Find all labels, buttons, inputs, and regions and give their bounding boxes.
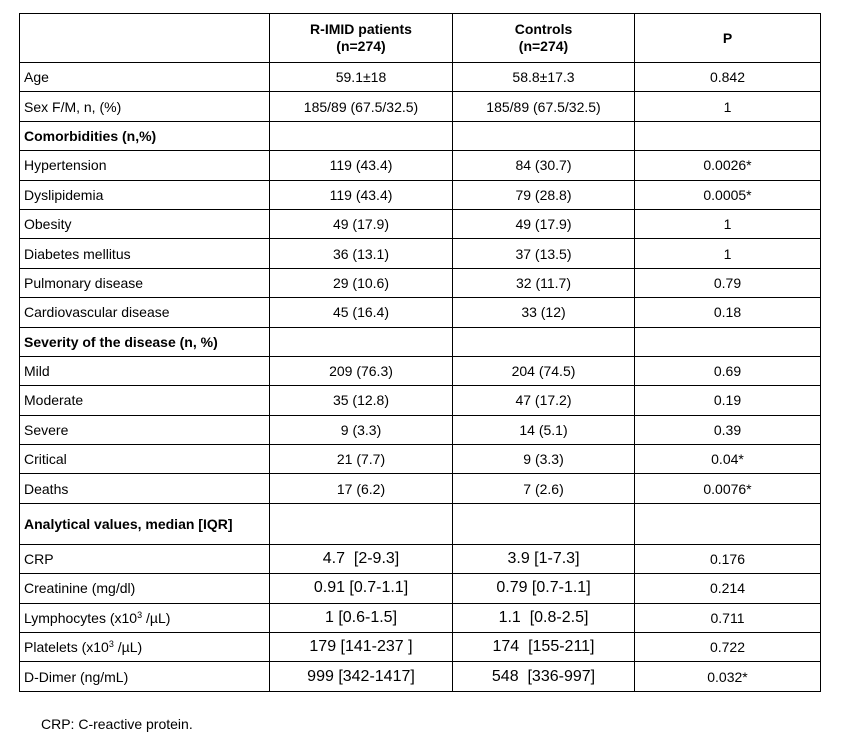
header-row xyxy=(20,14,821,63)
rimid-value: 4.7 [2-9.3] xyxy=(270,544,453,573)
controls-value: 14 (5.1) xyxy=(453,415,635,444)
p-value: 0.722 xyxy=(635,633,821,662)
row-dyslipidemia xyxy=(20,180,821,209)
row-lymphocytes xyxy=(20,603,821,632)
row-label: Critical xyxy=(20,445,270,474)
section-analytical xyxy=(20,503,821,544)
controls-value: 1.1 [0.8-2.5] xyxy=(453,603,635,632)
p-value: 0.0076* xyxy=(635,474,821,503)
section-comorbidities xyxy=(20,121,821,150)
rimid-value: 0.91 [0.7-1.1] xyxy=(270,574,453,603)
empty-cell xyxy=(270,503,453,544)
controls-value: 204 (74.5) xyxy=(453,356,635,385)
p-value: 0.032* xyxy=(635,662,821,691)
row-cardiovascular xyxy=(20,298,821,327)
row-severe xyxy=(20,415,821,444)
p-value: 0.0005* xyxy=(635,180,821,209)
row-label: Hypertension xyxy=(20,151,270,180)
row-label: Lymphocytes ($x10^3$ /µL) xyxy=(20,603,270,632)
row-platelets xyxy=(20,633,821,662)
row-label: Mild xyxy=(20,356,270,385)
controls-value: 0.79 [0.7-1.1] xyxy=(453,574,635,603)
p-value: 0.176 xyxy=(635,544,821,573)
p-value: 0.39 xyxy=(635,415,821,444)
row-label: Cardiovascular disease xyxy=(20,298,270,327)
controls-value: 84 (30.7) xyxy=(453,151,635,180)
rimid-value: 209 (76.3) xyxy=(270,356,453,385)
row-mild xyxy=(20,356,821,385)
row-label: D-Dimer (ng/mL) xyxy=(20,662,270,691)
row-ddimer xyxy=(20,662,821,691)
row-deaths xyxy=(20,474,821,503)
row-label: Age xyxy=(20,63,270,92)
controls-value: 32 (11.7) xyxy=(453,268,635,297)
row-label: Pulmonary disease xyxy=(20,268,270,297)
controls-value: 37 (13.5) xyxy=(453,239,635,268)
rimid-value: 59.1±18 xyxy=(270,63,453,92)
row-label: Creatinine (mg/dl) xyxy=(20,574,270,603)
p-value: 1 xyxy=(635,209,821,238)
rimid-value: 1 [0.6-1.5] xyxy=(270,603,453,632)
empty-cell xyxy=(635,327,821,356)
p-value: 0.214 xyxy=(635,574,821,603)
row-obesity xyxy=(20,209,821,238)
section-label: Severity of the disease (n, %) xyxy=(20,327,270,356)
controls-value: 7 (2.6) xyxy=(453,474,635,503)
p-value: 0.69 xyxy=(635,356,821,385)
controls-value: 79 (28.8) xyxy=(453,180,635,209)
controls-value: 3.9 [1-7.3] xyxy=(453,544,635,573)
header-p: P xyxy=(635,14,821,63)
controls-value: 33 (12) xyxy=(453,298,635,327)
section-label: Comorbidities (n,%) xyxy=(20,121,270,150)
row-label: Dyslipidemia xyxy=(20,180,270,209)
empty-cell xyxy=(453,121,635,150)
row-label: Severe xyxy=(20,415,270,444)
rimid-value: 9 (3.3) xyxy=(270,415,453,444)
section-label: Analytical values, median [IQR] xyxy=(20,503,270,544)
p-value: 0.04* xyxy=(635,445,821,474)
row-age xyxy=(20,63,821,92)
controls-value: 58.8±17.3 xyxy=(453,63,635,92)
p-value: 0.79 xyxy=(635,268,821,297)
p-value: 1 xyxy=(635,92,821,121)
section-severity xyxy=(20,327,821,356)
row-creatinine xyxy=(20,574,821,603)
row-moderate xyxy=(20,386,821,415)
empty-cell xyxy=(453,503,635,544)
empty-cell xyxy=(270,121,453,150)
header-empty-cell xyxy=(20,14,270,63)
row-label: Platelets ($x10^3$ /µL) xyxy=(20,633,270,662)
empty-cell xyxy=(270,327,453,356)
rimid-value: 119 (43.4) xyxy=(270,151,453,180)
row-label: Moderate xyxy=(20,386,270,415)
rimid-value: 17 (6.2) xyxy=(270,474,453,503)
p-value: 0.19 xyxy=(635,386,821,415)
results-table xyxy=(19,13,821,692)
p-value: 0.842 xyxy=(635,63,821,92)
row-label: Obesity xyxy=(20,209,270,238)
footnote: CRP: C-reactive protein. xyxy=(41,716,193,732)
controls-value: 49 (17.9) xyxy=(453,209,635,238)
row-diabetes xyxy=(20,239,821,268)
row-sex xyxy=(20,92,821,121)
header-rimid: R-IMID patients (n=274) xyxy=(270,14,453,63)
controls-value: 9 (3.3) xyxy=(453,445,635,474)
p-value: 0.711 xyxy=(635,603,821,632)
p-value: 1 xyxy=(635,239,821,268)
p-value: 0.18 xyxy=(635,298,821,327)
rimid-value: 185/89 (67.5/32.5) xyxy=(270,92,453,121)
p-value: 0.0026* xyxy=(635,151,821,180)
rimid-value: 35 (12.8) xyxy=(270,386,453,415)
row-label: CRP xyxy=(20,544,270,573)
rimid-value: 119 (43.4) xyxy=(270,180,453,209)
rimid-value: 999 [342-1417] xyxy=(270,662,453,691)
controls-value: 174 [155-211] xyxy=(453,633,635,662)
controls-value: 47 (17.2) xyxy=(453,386,635,415)
rimid-value: 21 (7.7) xyxy=(270,445,453,474)
rimid-value: 36 (13.1) xyxy=(270,239,453,268)
row-hypertension xyxy=(20,151,821,180)
empty-cell xyxy=(453,327,635,356)
row-crp xyxy=(20,544,821,573)
controls-value: 185/89 (67.5/32.5) xyxy=(453,92,635,121)
empty-cell xyxy=(635,121,821,150)
controls-value: 548 [336-997] xyxy=(453,662,635,691)
rimid-value: 49 (17.9) xyxy=(270,209,453,238)
rimid-value: 29 (10.6) xyxy=(270,268,453,297)
row-label: Deaths xyxy=(20,474,270,503)
empty-cell xyxy=(635,503,821,544)
header-controls: Controls (n=274) xyxy=(453,14,635,63)
row-pulmonary xyxy=(20,268,821,297)
rimid-value: 45 (16.4) xyxy=(270,298,453,327)
rimid-value: 179 [141-237 ] xyxy=(270,633,453,662)
row-label: Diabetes mellitus xyxy=(20,239,270,268)
row-label: Sex F/M, n, (%) xyxy=(20,92,270,121)
row-critical xyxy=(20,445,821,474)
